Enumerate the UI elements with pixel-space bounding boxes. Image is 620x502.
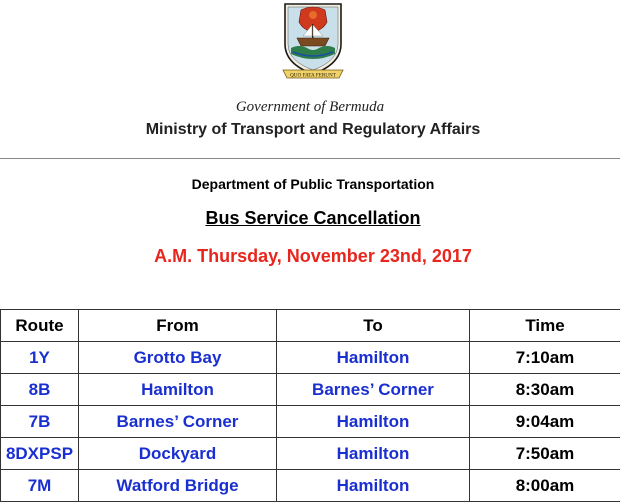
table-row (1, 470, 620, 502)
header-divider (0, 158, 620, 159)
route-cell: 7M (1, 470, 79, 502)
to-cell: Hamilton (277, 470, 470, 502)
table-row (1, 342, 620, 374)
route-cell: 8B (1, 374, 79, 406)
to-cell: Hamilton (277, 342, 470, 374)
department-name: Department of Public Transportation (0, 176, 620, 192)
table-row (1, 406, 620, 438)
notice-title: Bus Service Cancellation (0, 208, 620, 229)
cancellation-table (0, 309, 620, 502)
column-header-from: From (79, 310, 277, 342)
route-cell: 1Y (1, 342, 79, 374)
government-name: Government of Bermuda (0, 99, 620, 116)
to-cell: Barnes’ Corner (277, 374, 470, 406)
route-cell: 8DXPSP (1, 438, 79, 470)
time-cell: 7:10am (470, 342, 620, 374)
table-row (1, 374, 620, 406)
column-header-route: Route (1, 310, 79, 342)
from-cell: Grotto Bay (79, 342, 277, 374)
time-cell: 7:50am (470, 438, 620, 470)
time-cell: 8:30am (470, 374, 620, 406)
coat-of-arms-logo (279, 0, 347, 82)
ministry-name: Ministry of Transport and Regulatory Affairs (0, 121, 620, 139)
to-cell: Hamilton (277, 406, 470, 438)
svg-text:QUO FATA FERUNT: QUO FATA FERUNT (290, 73, 337, 79)
from-cell: Watford Bridge (79, 470, 277, 502)
column-header-to: To (277, 310, 470, 342)
from-cell: Barnes’ Corner (79, 406, 277, 438)
time-cell: 8:00am (470, 470, 620, 502)
table-row (1, 438, 620, 470)
from-cell: Hamilton (79, 374, 277, 406)
notice-date: A.M. Thursday, November 23nd, 2017 (0, 246, 620, 267)
column-header-time: Time (470, 310, 620, 342)
from-cell: Dockyard (79, 438, 277, 470)
time-cell: 9:04am (470, 406, 620, 438)
table-header-row (1, 310, 620, 342)
to-cell: Hamilton (277, 438, 470, 470)
route-cell: 7B (1, 406, 79, 438)
